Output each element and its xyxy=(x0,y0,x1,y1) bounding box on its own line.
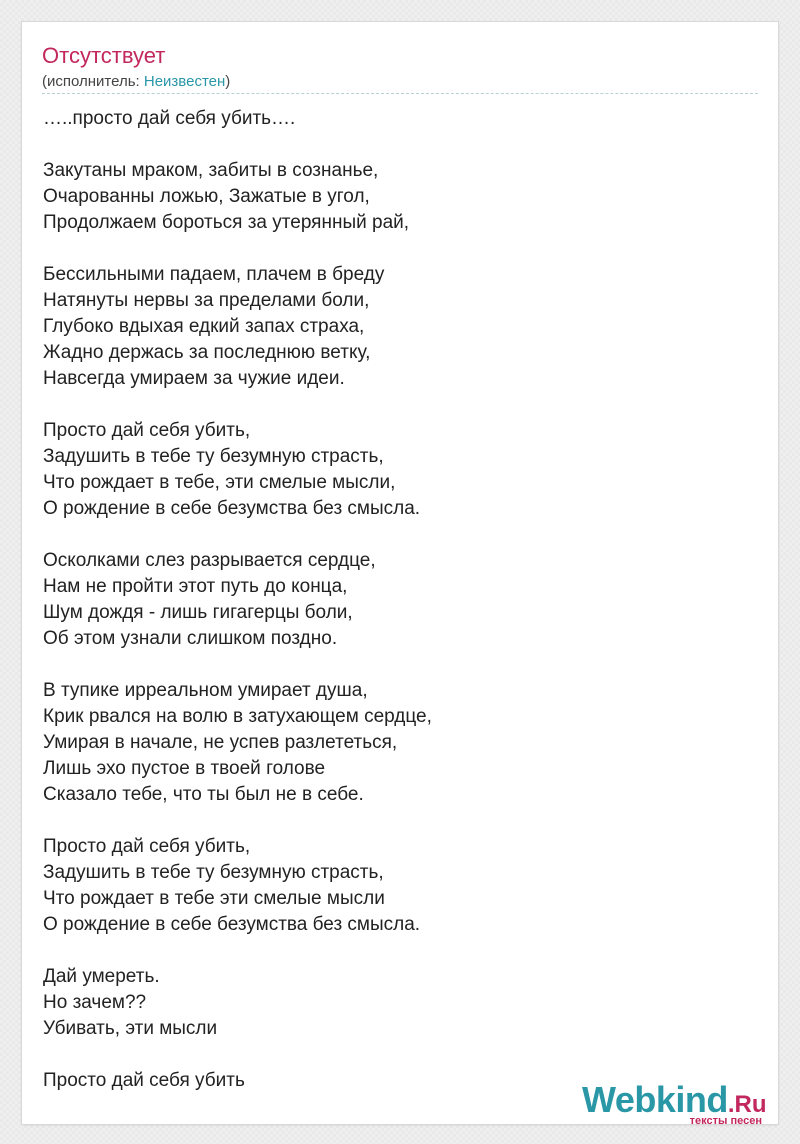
logo-main-text: Webkind xyxy=(582,1079,728,1120)
lyric-line: Сказало тебе, что ты был не в себе. xyxy=(43,784,364,805)
lyric-line: Просто дай себя убить xyxy=(43,1070,245,1091)
lyric-line: Бессильными падаем, плачем в бреду xyxy=(43,264,385,285)
stanza-gap xyxy=(43,392,758,418)
lyric-line: Натянуты нервы за пределами боли, xyxy=(43,290,370,311)
artist-suffix: ) xyxy=(225,73,231,90)
lyric-line: Навсегда умираем за чужие идеи. xyxy=(43,368,345,389)
lyric-line: Шум дождя - лишь гигагерцы боли, xyxy=(43,602,353,623)
lyric-line: Просто дай себя убить, xyxy=(43,836,251,857)
stanza-gap xyxy=(43,938,758,964)
stanza-gap xyxy=(43,808,758,834)
lyric-line: Очарованны ложью, Зажатые в угол, xyxy=(43,186,370,207)
lyric-line: Крик рвался на волю в затухающем сердце, xyxy=(43,706,432,727)
stanza-gap xyxy=(43,236,758,262)
lyric-line: Что рождает в тебе, эти смелые мысли, xyxy=(43,472,396,493)
lyric-line: Глубоко вдыхая едкий запах страха, xyxy=(43,316,365,337)
artist-prefix: (исполнитель: xyxy=(42,73,144,90)
lyric-line: Жадно держась за последнюю ветку, xyxy=(43,342,371,363)
lyric-line: В тупике ирреальном умирает душа, xyxy=(43,680,368,701)
logo-tagline: тексты песен xyxy=(689,1115,762,1127)
artist-line xyxy=(42,72,230,92)
lyric-line: Задушить в тебе ту безумную страсть, xyxy=(43,446,384,467)
lyrics-body xyxy=(43,106,758,1094)
lyric-line: Закутаны мраком, забиты в сознанье, xyxy=(43,160,379,181)
lyric-line: Умирая в начале, не успев разлететься, xyxy=(43,732,398,753)
artist-name-link[interactable]: Неизвестен xyxy=(143,73,226,90)
stanza-gap xyxy=(43,132,758,158)
lyric-line: О рождение в себе безумства без смысла. xyxy=(43,498,421,519)
lyric-line: Задушить в тебе ту безумную страсть, xyxy=(43,862,384,883)
song-title: Отсутствует xyxy=(42,43,166,68)
lyric-line: Осколками слез разрывается сердце, xyxy=(43,550,376,571)
lyric-line: Лишь эхо пустое в твоей голове xyxy=(43,758,326,779)
stanza-gap xyxy=(43,652,758,678)
stanza-gap xyxy=(43,1042,758,1068)
logo-tld-text: .Ru xyxy=(727,1091,767,1118)
header-divider xyxy=(42,93,758,94)
lyric-line: …..просто дай себя убить…. xyxy=(43,108,296,129)
lyrics-card xyxy=(22,22,778,1127)
lyric-line: Продолжаем бороться за утерянный рай, xyxy=(43,212,410,233)
lyric-line: Об этом узнали слишком поздно. xyxy=(43,628,338,649)
stanza-gap xyxy=(43,522,758,548)
lyric-line: О рождение в себе безумства без смысла. xyxy=(43,914,421,935)
webkind-logo[interactable] xyxy=(582,1080,778,1126)
lyric-line: Что рождает в тебе эти смелые мысли xyxy=(43,888,385,909)
lyric-line: Просто дай себя убить, xyxy=(43,420,251,441)
lyric-line: Убивать, эти мысли xyxy=(43,1018,218,1039)
lyric-line: Нам не пройти этот путь до конца, xyxy=(43,576,348,597)
lyric-line: Но зачем?? xyxy=(43,992,147,1013)
lyric-line: Дай умереть. xyxy=(43,966,160,987)
